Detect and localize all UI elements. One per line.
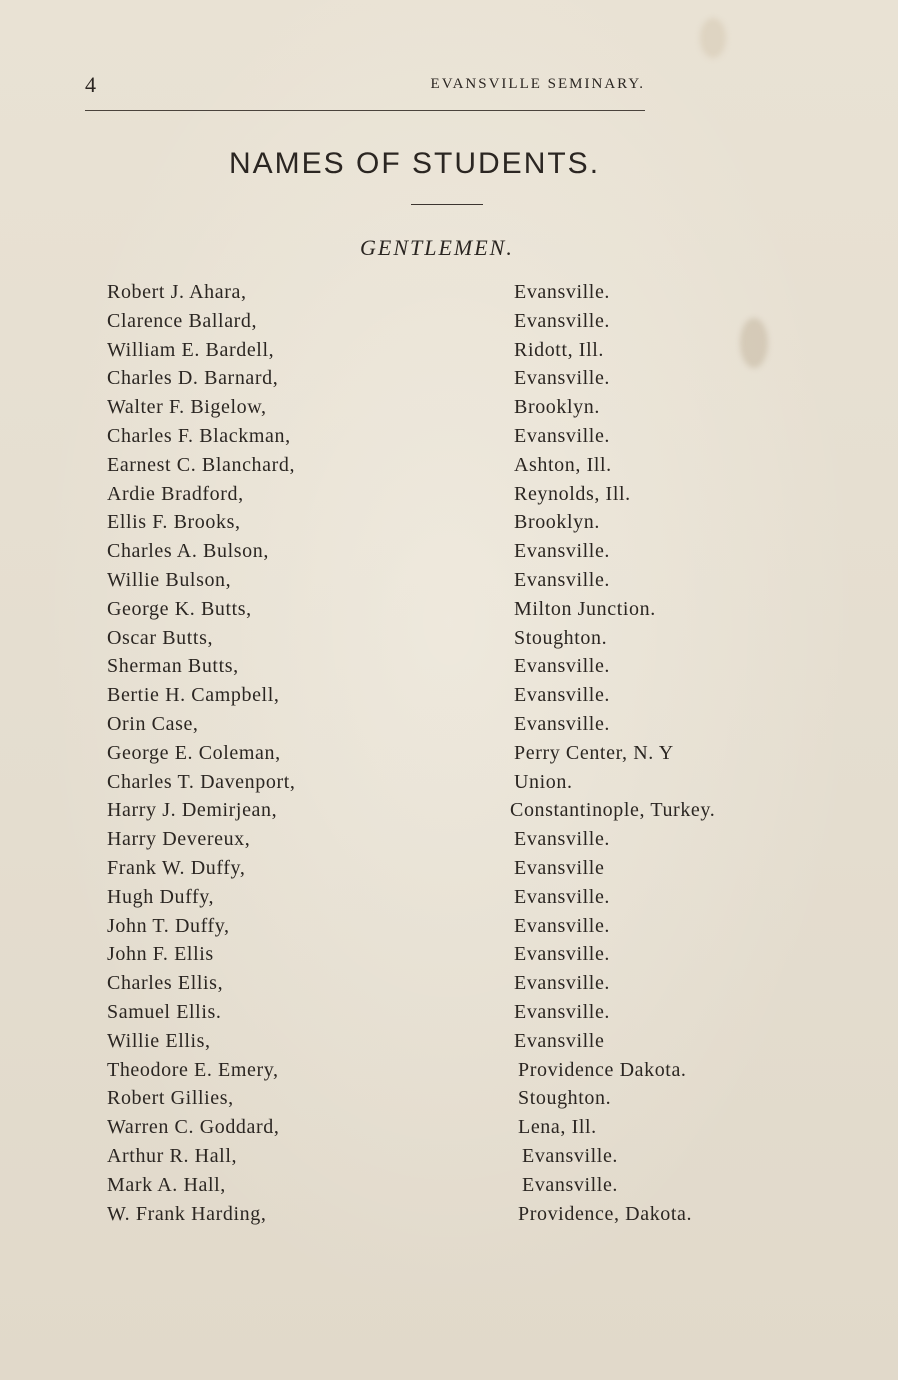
student-row [0, 422, 898, 451]
header-rule [85, 110, 645, 111]
student-place: Evansville. [514, 568, 611, 591]
student-name: Theodore E. Emery, [107, 1058, 279, 1081]
student-row [0, 278, 898, 307]
student-place: Evansville. [522, 1144, 619, 1167]
student-row [0, 537, 898, 566]
student-name: Ellis F. Brooks, [107, 511, 241, 534]
student-row [0, 1056, 898, 1085]
student-row [0, 796, 898, 825]
student-place: Ashton, Ill. [514, 453, 612, 476]
student-row [0, 1142, 898, 1171]
student-row [0, 1084, 898, 1113]
student-name: Walter F. Bigelow, [107, 396, 267, 419]
student-row [0, 652, 898, 681]
student-row [0, 1027, 898, 1056]
section-heading: GENTLEMEN. [360, 235, 514, 260]
student-name: Samuel Ellis. [107, 1000, 222, 1023]
student-name: Sherman Butts, [107, 655, 239, 678]
student-place: Evansville. [514, 655, 611, 678]
student-row [0, 508, 898, 537]
student-place: Evansville [514, 856, 605, 879]
paper-stain [700, 18, 726, 58]
student-name: Orin Case, [107, 712, 199, 735]
student-name: George K. Butts, [107, 597, 252, 620]
student-place: Evansville. [514, 309, 611, 332]
student-row [0, 710, 898, 739]
student-name: Harry Devereux, [107, 828, 251, 851]
student-name: Charles F. Blackman, [107, 424, 291, 447]
student-row [0, 681, 898, 710]
student-place: Evansville. [514, 540, 611, 563]
student-name: Arthur R. Hall, [107, 1144, 238, 1167]
student-row [0, 364, 898, 393]
student-name: John F. Ellis [107, 943, 214, 966]
student-name: Hugh Duffy, [107, 885, 215, 908]
student-place: Reynolds, Ill. [514, 482, 631, 505]
running-head: EVANSVILLE SEMINARY. [430, 76, 645, 92]
student-name: Robert J. Ahara, [107, 281, 247, 303]
student-row [0, 624, 898, 653]
student-name: Charles T. Davenport, [107, 770, 296, 793]
student-row [0, 1113, 898, 1142]
student-name: Earnest C. Blanchard, [107, 453, 296, 476]
student-row [0, 912, 898, 941]
student-place: Union. [514, 770, 573, 793]
student-list [0, 278, 898, 1228]
student-row [0, 825, 898, 854]
student-name: William E. Bardell, [107, 338, 275, 361]
student-name: Willie Bulson, [107, 568, 232, 591]
student-name: Willie Ellis, [107, 1029, 211, 1052]
student-row [0, 1171, 898, 1200]
page-title-text: NAMES OF STUDENTS. [229, 147, 601, 181]
student-row [0, 739, 898, 768]
student-row [0, 307, 898, 336]
student-place: Evansville. [514, 972, 611, 995]
student-row [0, 854, 898, 883]
student-place: Stoughton. [514, 626, 608, 649]
student-name: Frank W. Duffy, [107, 856, 246, 879]
student-row [0, 566, 898, 595]
student-name: Oscar Butts, [107, 626, 214, 649]
student-place: Evansville. [514, 684, 611, 707]
student-place: Evansville. [522, 1173, 619, 1196]
student-place: Evansville. [514, 943, 611, 966]
student-name: George E. Coleman, [107, 741, 281, 764]
student-row [0, 768, 898, 797]
student-name: Warren C. Goddard, [107, 1116, 280, 1139]
student-place: Providence, Dakota. [518, 1202, 693, 1225]
student-name: W. Frank Harding, [107, 1202, 267, 1225]
student-name: Mark A. Hall, [107, 1173, 226, 1196]
student-row [0, 883, 898, 912]
student-place: Brooklyn. [514, 511, 600, 534]
student-place: Evansville. [514, 712, 611, 735]
student-place: Evansville. [514, 281, 611, 303]
student-place: Perry Center, N. Y [514, 741, 674, 764]
student-row [0, 595, 898, 624]
student-name: Ardie Bradford, [107, 482, 244, 505]
student-place: Constantinople, Turkey. [510, 799, 716, 822]
page-number: 4 [85, 72, 96, 97]
student-name: Bertie H. Campbell, [107, 684, 280, 707]
student-place: Evansville. [514, 424, 611, 447]
student-name: Robert Gillies, [107, 1087, 234, 1110]
student-row [0, 998, 898, 1027]
student-place: Ridott, Ill. [514, 338, 604, 361]
student-place: Brooklyn. [514, 396, 600, 419]
student-name: Harry J. Demirjean, [107, 799, 278, 822]
student-place: Providence Dakota. [518, 1058, 687, 1081]
student-place: Evansville. [514, 828, 611, 851]
student-place: Evansville. [514, 885, 611, 908]
student-place: Evansville. [514, 367, 611, 390]
student-row [0, 480, 898, 509]
student-place: Milton Junction. [514, 597, 656, 620]
student-row [0, 451, 898, 480]
student-place: Evansville. [514, 914, 611, 937]
student-name: Charles D. Barnard, [107, 367, 279, 390]
student-place: Evansville. [514, 1000, 611, 1023]
student-name: Clarence Ballard, [107, 309, 258, 332]
title-rule [411, 204, 483, 205]
student-row [0, 393, 898, 422]
student-row [0, 1200, 898, 1229]
student-name: Charles Ellis, [107, 972, 224, 995]
student-place: Lena, Ill. [518, 1116, 597, 1139]
student-place: Stoughton. [518, 1087, 612, 1110]
student-name: John T. Duffy, [107, 914, 230, 937]
student-name: Charles A. Bulson, [107, 540, 269, 563]
student-place: Evansville [514, 1029, 605, 1052]
student-row [0, 940, 898, 969]
page-header [85, 72, 645, 96]
student-row [0, 336, 898, 365]
student-row [0, 969, 898, 998]
